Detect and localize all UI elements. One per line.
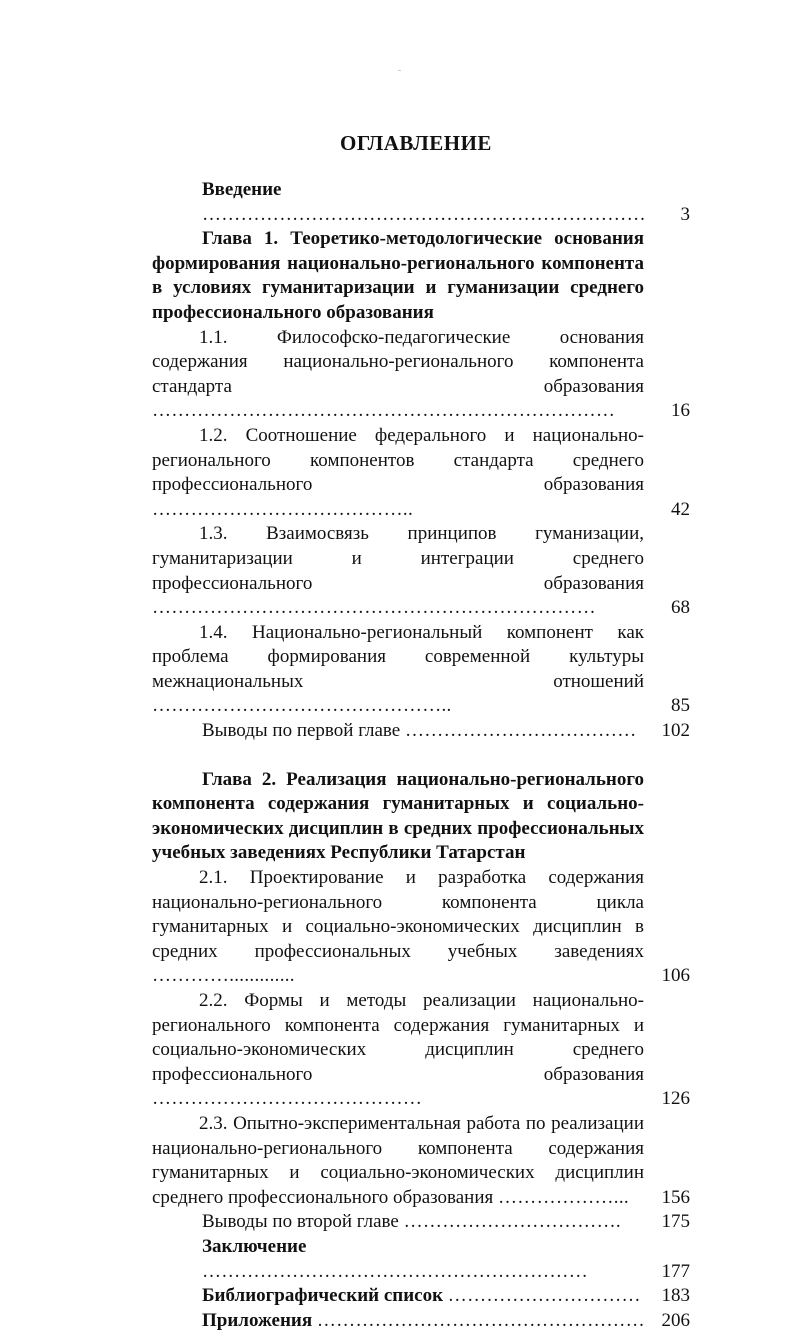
leader-dots: …………………………………………………………… bbox=[202, 203, 646, 225]
page-number: 16 bbox=[671, 400, 690, 422]
chapter-2-heading: Глава 2. Реализация национально-регионального компонента содержания гуманитарных и социально-экономических дисциплин в средних профессиональных учебных заведениях Республики Татарстан bbox=[152, 768, 644, 864]
section-title: 1.4. Национально-региональный компонент как проблема формирования современной культуры межнациональных отношений bbox=[152, 621, 644, 692]
leader-dots: ……………………………… bbox=[404, 720, 637, 742]
page-number: 126 bbox=[661, 1088, 690, 1110]
section-title: 1.2. Соотношение федерального и национально-регионального компонентов стандарта среднего профессионального образования bbox=[152, 424, 644, 496]
toc-entry-label: Введение bbox=[202, 179, 282, 200]
leader-dots: ………………... bbox=[498, 1186, 629, 1208]
page-title: ОГЛАВЛЕНИЕ bbox=[340, 131, 492, 155]
chapter-heading[interactable] bbox=[152, 227, 692, 325]
table-of-contents bbox=[152, 178, 692, 1333]
page-number: 156 bbox=[661, 1186, 690, 1208]
page-number: 177 bbox=[661, 1260, 690, 1282]
leader-dots: …………………………………………… bbox=[316, 1309, 645, 1331]
toc-entry-label: Приложения bbox=[202, 1309, 313, 1331]
toc-entry-intro[interactable] bbox=[152, 178, 692, 227]
toc-entry-section[interactable] bbox=[152, 989, 692, 1112]
section-title: 2.1. Проектирование и разработка содержания национально-регионального компонента цикла гуманитарных и социально-экономических дисциплин в средних профессиональных учебных заведениях bbox=[152, 867, 644, 962]
toc-entry-section[interactable] bbox=[152, 424, 692, 522]
toc-entry-conclusions[interactable] bbox=[152, 1210, 692, 1235]
chapter-1-heading: Глава 1. Теоретико-методологические основания формирования национально-регионального компонента в условиях гуманитаризации и гуманизации среднего профессионального образования bbox=[152, 228, 644, 323]
leader-dots: ………………………………….. bbox=[152, 498, 413, 520]
page-number: 183 bbox=[661, 1285, 690, 1307]
leader-dots: …………………………………………………… bbox=[202, 1260, 588, 1282]
toc-entry-conclusion[interactable] bbox=[152, 1235, 692, 1284]
toc-entry-label: Заключение bbox=[202, 1235, 307, 1257]
toc-entry-conclusions[interactable] bbox=[152, 719, 692, 744]
leader-dots: …………………………………… bbox=[152, 1088, 423, 1110]
page-number: 175 bbox=[661, 1211, 690, 1233]
toc-entry-section[interactable] bbox=[152, 1112, 692, 1210]
section-title: 1.1. Философско-педагогические основания содержания национально-регионального компонента стандарта образования bbox=[152, 326, 644, 397]
toc-entry-section[interactable] bbox=[152, 866, 692, 989]
page-number: 206 bbox=[661, 1309, 690, 1331]
page-number: 3 bbox=[680, 203, 690, 225]
section-title: 2.3. Опытно-экспериментальная работа по реализации национально-регионального компонента содержания гуманитарных и социально-экономических дисциплин среднего профессионального образования bbox=[152, 1112, 644, 1208]
chapter-heading[interactable] bbox=[152, 768, 692, 866]
toc-entry-bibliography[interactable] bbox=[152, 1284, 692, 1309]
page-number: 85 bbox=[671, 695, 690, 717]
toc-entry-appendices[interactable] bbox=[152, 1309, 692, 1333]
leader-dots: …………............. bbox=[152, 965, 295, 987]
toc-entry-section[interactable] bbox=[152, 522, 692, 620]
spacer bbox=[152, 744, 692, 768]
leader-dots: ……………………………. bbox=[403, 1211, 621, 1233]
page-number: 42 bbox=[671, 498, 690, 520]
leader-dots: ……………………………………………………………… bbox=[152, 400, 616, 422]
leader-dots: ……………………………………….. bbox=[152, 695, 452, 717]
toc-entry-label: Библиографический список bbox=[202, 1285, 444, 1307]
scan-speck bbox=[398, 70, 401, 71]
page-number: 102 bbox=[661, 720, 690, 742]
section-title: 1.3. Взаимосвязь принципов гуманизации, гуманитаризации и интеграции среднего профессионального образования bbox=[152, 523, 644, 594]
leader-dots: …………………………………………………………… bbox=[152, 597, 596, 619]
section-title: Выводы по второй главе bbox=[202, 1211, 399, 1233]
toc-entry-section[interactable] bbox=[152, 621, 692, 719]
section-title: Выводы по первой главе bbox=[202, 720, 401, 742]
section-title: 2.2. Формы и методы реализации национально-регионального компонента содержания гуманитарных и социально-экономических дисциплин среднего профессионального образования bbox=[152, 990, 644, 1085]
page-number: 106 bbox=[661, 965, 690, 987]
toc-entry-section[interactable] bbox=[152, 326, 692, 424]
page-number: 68 bbox=[671, 597, 690, 619]
leader-dots: ………………………… bbox=[447, 1285, 641, 1307]
